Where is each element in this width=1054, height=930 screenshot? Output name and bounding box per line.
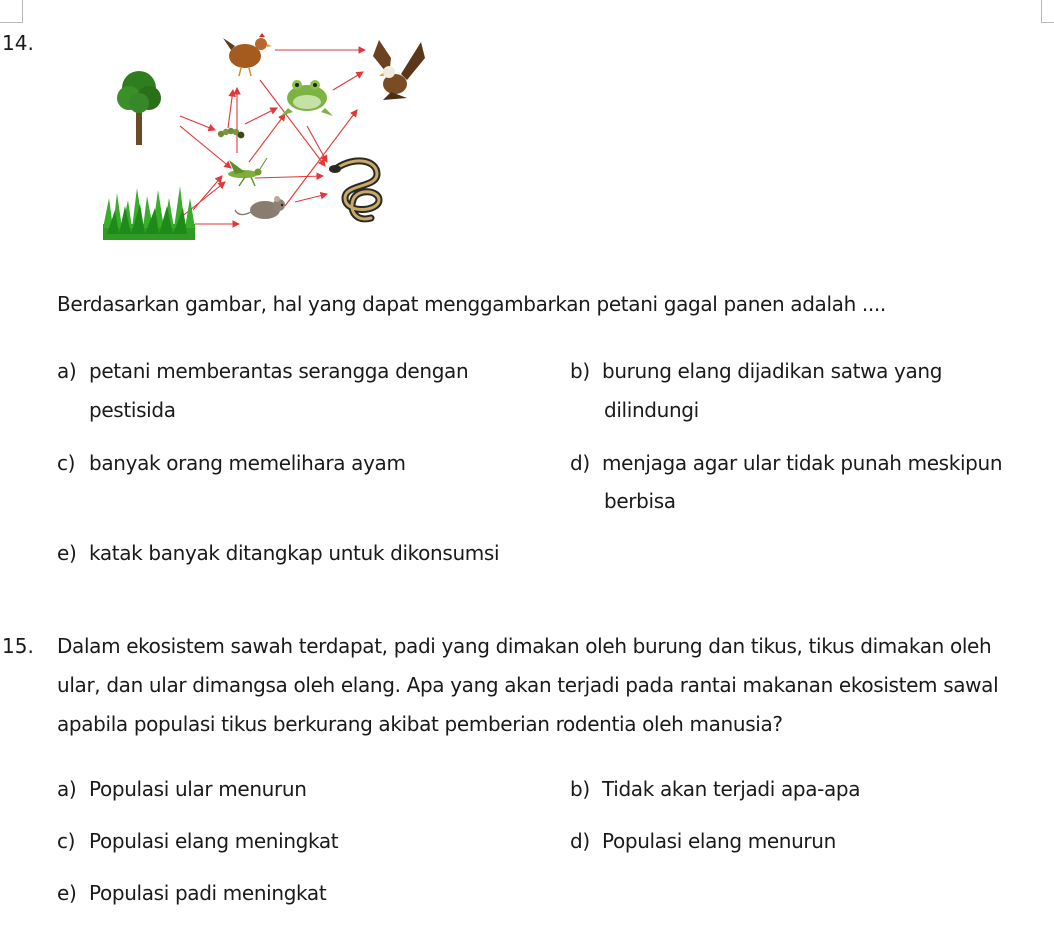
q14-option-e-text: katak banyak ditangkap untuk dikonsumsi	[89, 541, 500, 565]
question-14-number: 14.	[2, 31, 34, 55]
q14-option-a[interactable]	[57, 359, 468, 383]
q14-option-b-text: burung elang dijadikan satwa yang	[602, 359, 943, 383]
q15-option-c-label: c)	[57, 829, 76, 853]
q14-option-a-label: a)	[57, 359, 77, 383]
q14-option-d[interactable]	[570, 451, 1002, 475]
question-15-text-line-3: apabila populasi tikus berkurang akibat pemberian rodentia oleh manusia?	[57, 712, 783, 736]
q15-option-d[interactable]	[570, 829, 836, 853]
page-corner-mark-left	[0, 0, 23, 23]
q15-option-b[interactable]	[570, 777, 860, 801]
q14-option-b[interactable]	[570, 359, 942, 383]
eagle-icon	[373, 40, 425, 100]
arrow-caterpillar-chicken	[228, 90, 233, 128]
arrow-grasshopper-snake	[255, 176, 323, 178]
q15-option-e-text: Populasi padi meningkat	[89, 881, 327, 905]
tree-icon	[117, 71, 161, 145]
chicken-icon	[223, 33, 272, 76]
q14-option-b-text-cont: dilindungi	[604, 398, 699, 422]
q15-option-e-label: e)	[57, 881, 77, 905]
arrow-frog-snake	[307, 126, 327, 162]
grasshopper-icon	[228, 158, 267, 186]
grass-icon	[103, 186, 195, 240]
arrow-mouse-snake	[295, 194, 327, 202]
question-14-text: Berdasarkan gambar, hal yang dapat menggambarkan petani gagal panen adalah ....	[57, 292, 886, 316]
q14-option-b-label: b)	[570, 359, 590, 383]
q14-option-a-text-cont: pestisida	[89, 398, 176, 422]
q14-option-d-label: d)	[570, 451, 590, 475]
snake-icon	[329, 161, 379, 219]
question-15-number: 15.	[2, 634, 34, 658]
q14-option-c-text: banyak orang memelihara ayam	[89, 451, 406, 475]
arrow-grasshopper-frog	[249, 114, 285, 162]
arrow-frog-eagle	[333, 72, 363, 90]
arrow-grass-caterpillar	[193, 176, 222, 210]
caterpillar-icon	[218, 128, 245, 139]
q14-option-d-text: menjaga agar ular tidak punah meskipun	[602, 451, 1003, 475]
frog-icon	[281, 80, 333, 116]
q15-option-c[interactable]	[57, 829, 338, 853]
question-15-text-line-2: ular, dan ular dimangsa oleh elang. Apa yang akan terjadi pada rantai makanan ekosistem sawal	[57, 673, 999, 697]
q14-option-e[interactable]	[57, 541, 499, 565]
q14-option-c[interactable]	[57, 451, 406, 475]
question-15-text-line-1: Dalam ekosistem sawah terdapat, padi yang dimakan oleh burung dan tikus, tikus dimakan oleh	[57, 634, 992, 658]
q14-option-a-text: petani memberantas serangga dengan	[89, 359, 469, 383]
q15-option-e[interactable]	[57, 881, 326, 905]
q14-option-d-text-cont: berbisa	[604, 489, 676, 513]
q15-option-b-text: Tidak akan terjadi apa-apa	[602, 777, 861, 801]
q15-option-d-label: d)	[570, 829, 590, 853]
q14-option-c-label: c)	[57, 451, 76, 475]
q15-option-a-label: a)	[57, 777, 77, 801]
q14-option-e-label: e)	[57, 541, 77, 565]
q15-option-a[interactable]	[57, 777, 307, 801]
arrow-caterpillar-frog	[245, 108, 277, 124]
mouse-icon	[235, 196, 285, 219]
arrow-grass-grasshopper	[180, 182, 225, 218]
food-web-arrows	[180, 50, 365, 224]
arrow-tree-caterpillar	[180, 116, 215, 130]
q15-option-a-text: Populasi ular menurun	[89, 777, 307, 801]
q15-option-d-text: Populasi elang menurun	[602, 829, 836, 853]
q15-option-c-text: Populasi elang meningkat	[89, 829, 339, 853]
food-web-diagram	[95, 28, 435, 253]
q15-option-b-label: b)	[570, 777, 590, 801]
page-corner-mark-right	[1041, 0, 1054, 23]
